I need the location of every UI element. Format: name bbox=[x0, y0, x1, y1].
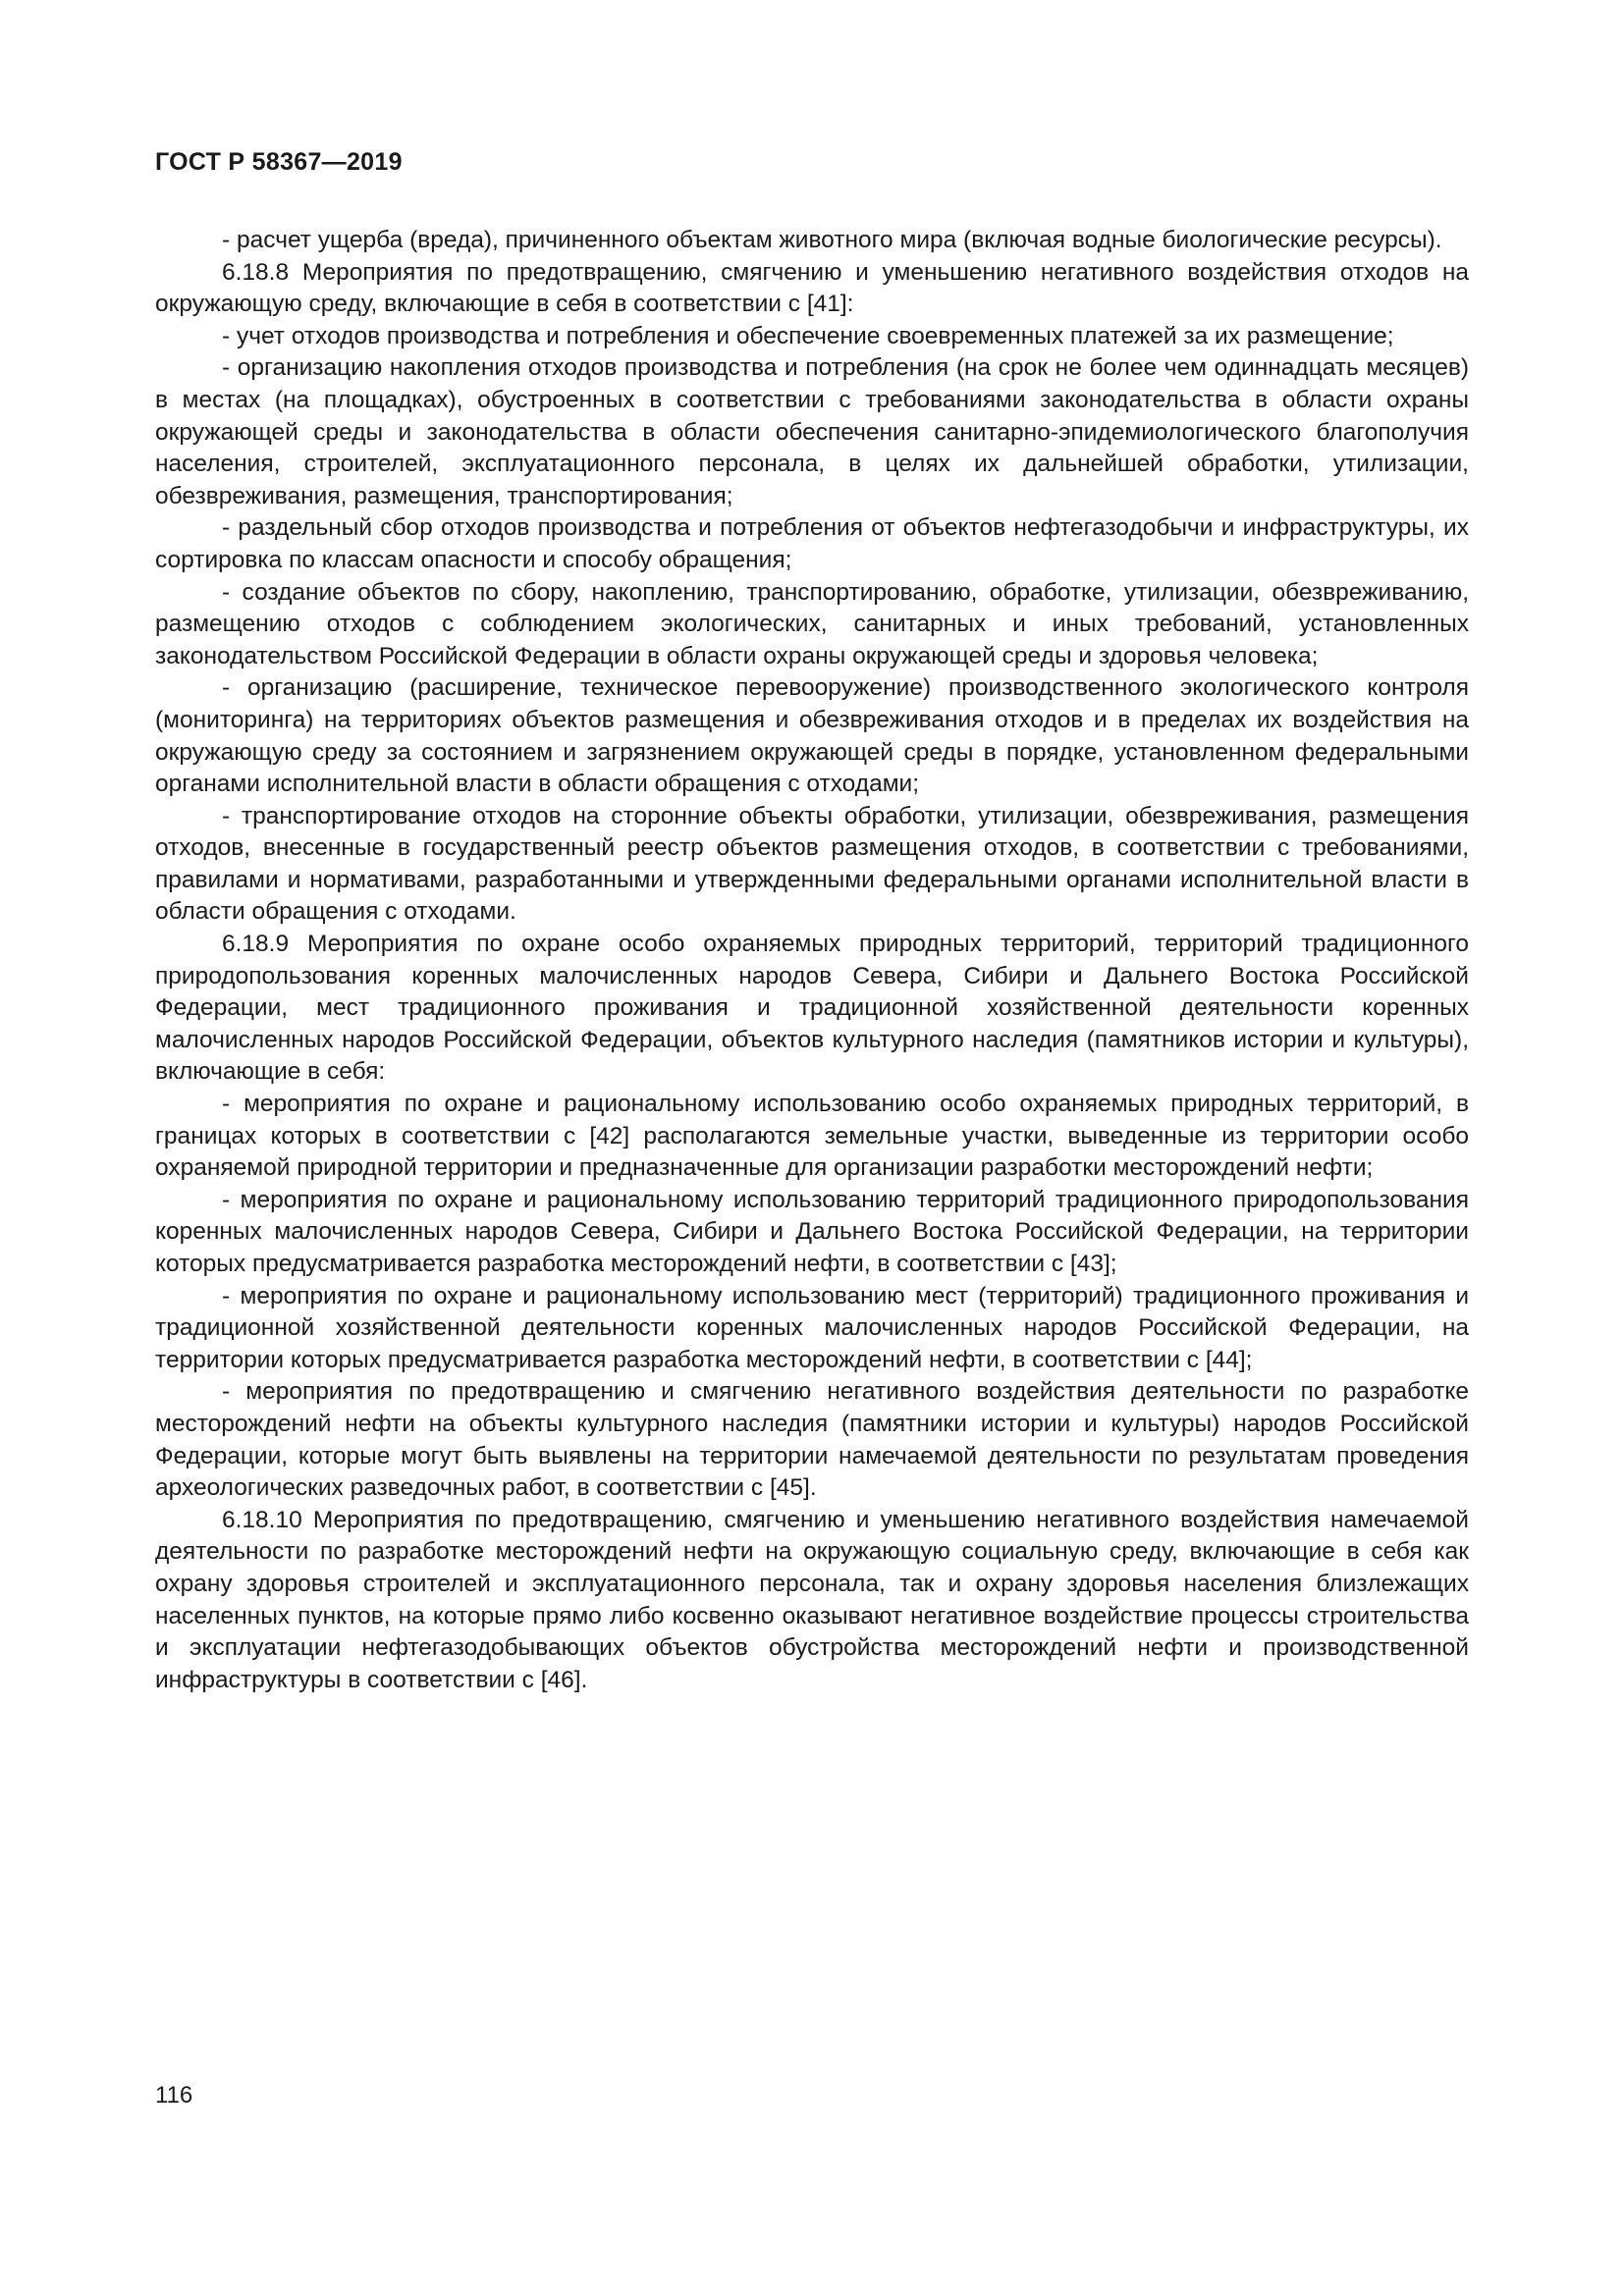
paragraph: - мероприятия по предотвращению и смягчению негативного воздействия деятельности по разработке месторождений нефти на объекты культурного наследия (памятники истории и культуры) народов Российской Федерации, которые могут быть выявлены на территории намечаемой деятельности по результатам проведения археологических разведочных работ, в соответствии с [45]. bbox=[155, 1378, 1469, 1502]
paragraph: - создание объектов по сбору, накоплению, транспортированию, обработке, утилизации, обезвреживанию, размещению отходов с соблюдением экологических, санитарных и иных требований, установленных законодательством Российской Федерации в области охраны окружающей среды и здоровья человека; bbox=[155, 578, 1469, 669]
paragraph: - раздельный сбор отходов производства и потребления от объектов нефтегазодобычи и инфраструктуры, их сортировка по классам опасности и способу обращения; bbox=[155, 514, 1469, 573]
page-number: 116 bbox=[155, 2082, 193, 2109]
paragraph: - организацию (расширение, техническое перевооружение) производственного экологического контроля (мониторинга) на территориях объектов размещения и обезвреживания отходов и в пределах их воздействия на окружающую среду за состоянием и загрязнением окружающей среды в порядке, установленном федеральными органами исполнительной власти в области обращения с отходами; bbox=[155, 674, 1469, 798]
paragraph: - учет отходов производства и потребления и обеспечение своевременных платежей за их размещение; bbox=[222, 322, 1394, 349]
paragraph: - организацию накопления отходов производства и потребления (на срок не более чем одиннадцать месяцев) в местах (на площадках), обустроенных в соответствии с требованиями законодательства в области охраны окружающей среды и законодательства в области обеспечения санитарно-эпидемиологического благополучия населения, строителей, эксплуатационного персонала, в целях их дальнейшей обработки, утилизации, обезвреживания, размещения, транспортирования; bbox=[155, 354, 1469, 509]
paragraph: - расчет ущерба (вреда), причиненного объектам животного мира (включая водные биологические ресурсы). bbox=[222, 227, 1442, 253]
paragraph: 6.18.9 Мероприятия по охране особо охраняемых природных территорий, территорий традиционного природопользования коренных малочисленных народов Севера, Сибири и Дальнего Востока Российской Федерации, мест традиционного проживания и традиционной хозяйственной деятельности коренных малочисленных народов Российской Федерации, объектов культурного наследия (памятников истории и культуры), включающие в себя: bbox=[155, 931, 1469, 1086]
paragraph: 6.18.8 Мероприятия по предотвращению, смягчению и уменьшению негативного воздействия отходов на окружающую среду, включающие в себя в соответствии с [41]: bbox=[155, 258, 1469, 318]
standard-header: ГОСТ Р 58367—2019 bbox=[155, 148, 403, 176]
paragraph: - мероприятия по охране и рациональному использованию территорий традиционного природопользования коренных малочисленных народов Севера, Сибири и Дальнего Востока Российской Федерации, на территории которых предусматривается разработка месторождений нефти, в соответствии с [43]; bbox=[155, 1186, 1469, 1277]
paragraph: - мероприятия по охране и рациональному использованию особо охраняемых природных территорий, в границах которых в соответствии с [42] располагаются земельные участки, выведенные из территории особо охраняемой природной территории и предназначенные для организации разработки месторождений нефти; bbox=[155, 1091, 1469, 1182]
paragraph: - мероприятия по охране и рациональному использованию мест (территорий) традиционного проживания и традиционной хозяйственной деятельности коренных малочисленных народов Российской Федерации, на территории которых предусматривается разработка месторождений нефти, в соответствии с [44]; bbox=[155, 1282, 1469, 1373]
document-body bbox=[155, 225, 1469, 1696]
paragraph: - транспортирование отходов на сторонние объекты обработки, утилизации, обезвреживания, размещения отходов, внесенные в государственный реестр объектов размещения отходов, в соответствии с требованиями, правилами и нормативами, разработанными и утвержденными федеральными органами исполнительной власти в области обращения с отходами. bbox=[155, 802, 1469, 926]
paragraph: 6.18.10 Мероприятия по предотвращению, смягчению и уменьшению негативного воздействия намечаемой деятельности по разработке месторождений нефти на окружающую социальную среду, включающие в себя как охрану здоровья строителей и эксплуатационного персонала, так и охрану здоровья населения близлежащих населенных пунктов, на которые прямо либо косвенно оказывают негативное воздействие процессы строительства и эксплуатации нефтегазодобывающих объектов обустройства месторождений нефти и производственной инфраструктуры в соответствии с [46]. bbox=[155, 1506, 1469, 1693]
